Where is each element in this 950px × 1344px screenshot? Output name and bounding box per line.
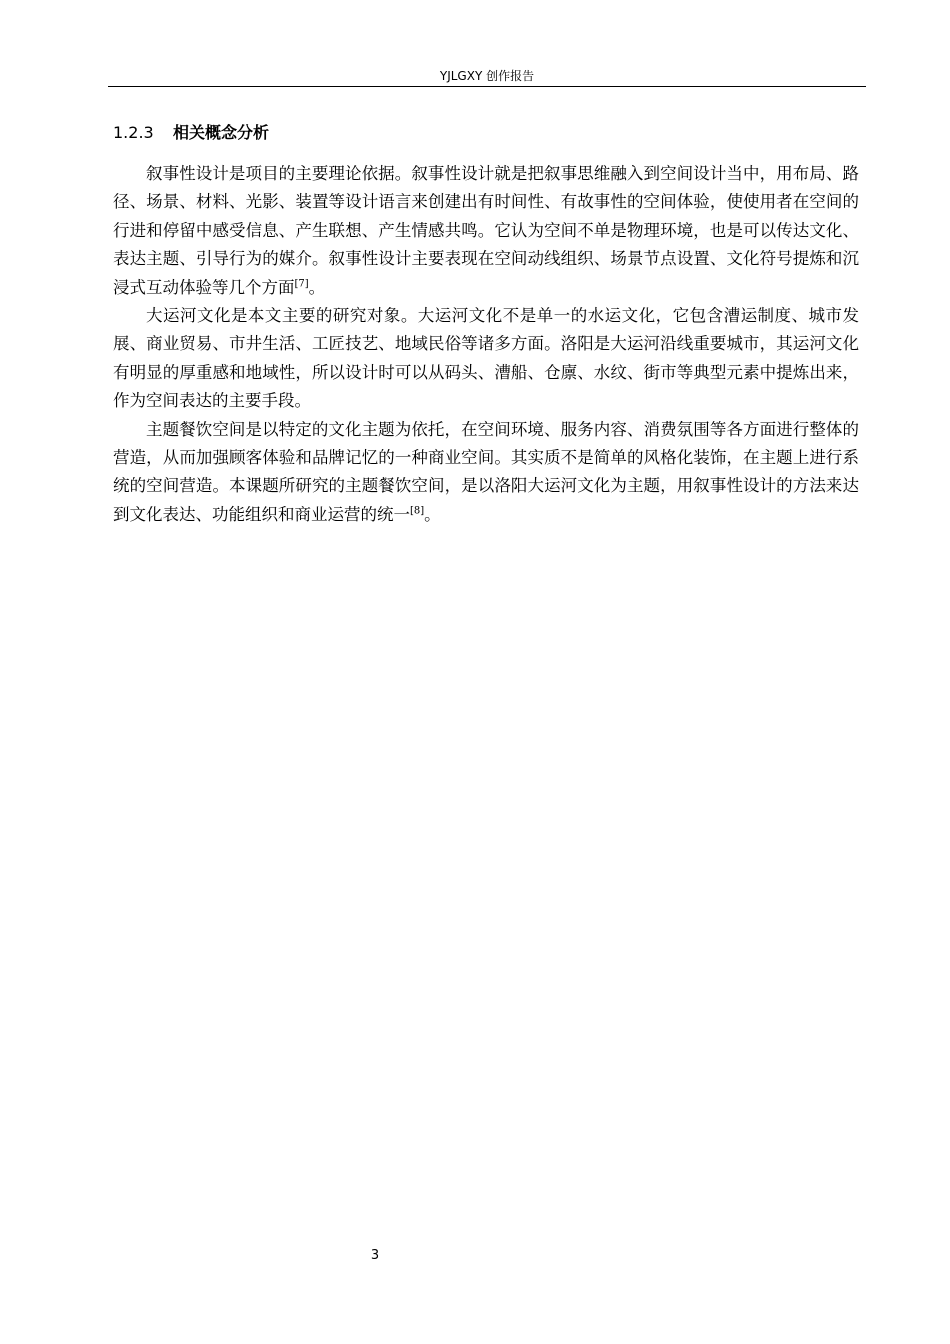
- paragraph-end: 。: [308, 277, 326, 297]
- header-title: YJLGXY 创作报告: [439, 69, 535, 83]
- section-number: 1.2.3: [113, 123, 154, 142]
- paragraph-theme-dining: [113, 416, 859, 530]
- paragraph-text: 主题餐饮空间是以特定的文化主题为依托，在空间环境、服务内容、消费氛围等各方面进行整体的营造，从而加强顾客体验和品牌记忆的一种商业空间。其实质不是简单的风格化装饰，在主题上进行系统的空间营造。本课题所研究的主题餐饮空间，是以洛阳大运河文化为主题，用叙事性设计的方法来达到文化表达、功能组织和商业运营的统一: [113, 419, 859, 524]
- citation-marker: [7]: [294, 278, 309, 290]
- body-text: [113, 160, 859, 529]
- paragraph-canal-culture: [113, 302, 859, 416]
- paragraph-text: 叙事性设计是项目的主要理论依据。叙事性设计就是把叙事思维融入到空间设计当中，用布局、路径、场景、材料、光影、装置等设计语言来创建出有时间性、有故事性的空间体验，使使用者在空间的行进和停留中感受信息、产生联想、产生情感共鸣。它认为空间不单是物理环境，也是可以传达文化、表达主题、引导行为的媒介。叙事性设计主要表现在空间动线组织、场景节点设置、文化符号提炼和沉浸式互动体验等几个方面: [113, 164, 859, 297]
- paragraph-end: 。: [424, 504, 441, 524]
- paragraph-text: 大运河文化是本文主要的研究对象。大运河文化不是单一的水运文化，它包含漕运制度、城市发展、商业贸易、市井生活、工匠技艺、地域民俗等诸多方面。洛阳是大运河沿线重要城市，其运河文化有明显的厚重感和地域性，所以设计时可以从码头、漕船、仓廪、水纹、街市等典型元素中提炼出来，作为空间表达的主要手段。: [113, 306, 859, 411]
- paragraph-narrative-design: [113, 160, 859, 302]
- citation-marker: [8]: [410, 505, 425, 517]
- section-heading: [113, 122, 269, 144]
- section-title: 相关概念分析: [173, 123, 270, 142]
- page-header: [108, 66, 866, 87]
- page-number: 3: [370, 1248, 380, 1263]
